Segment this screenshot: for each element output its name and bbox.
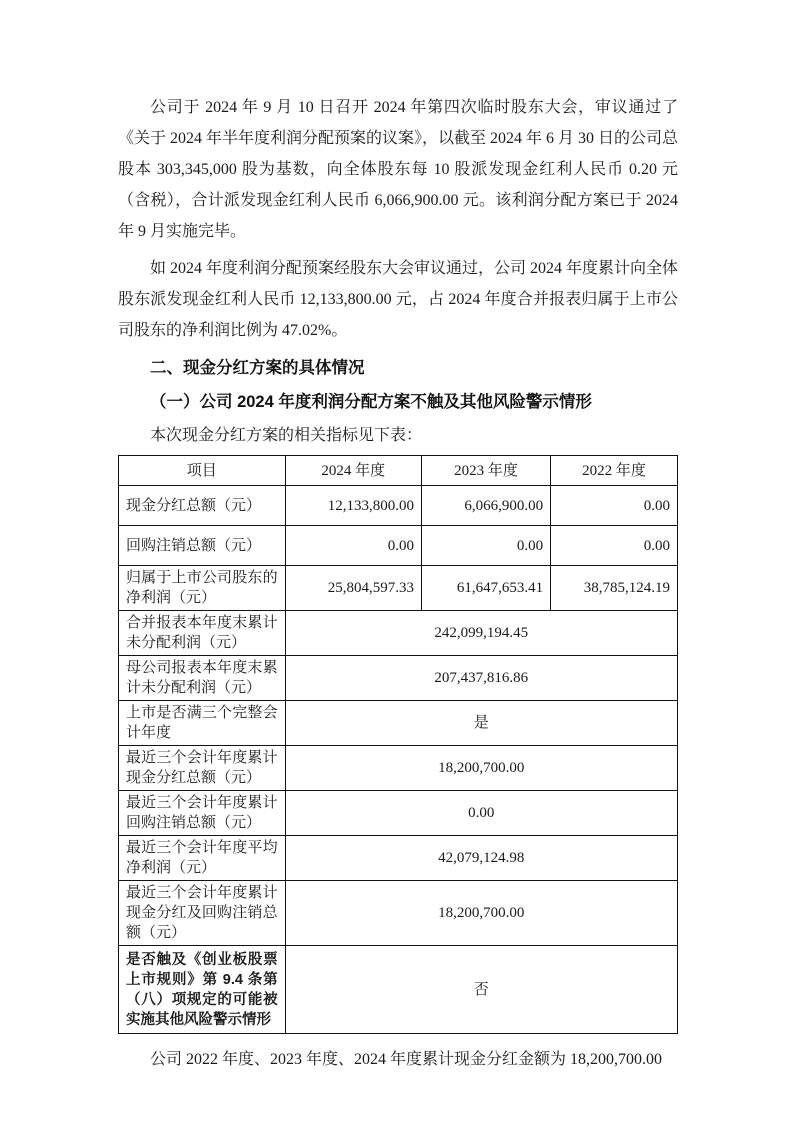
value-2023: 61,647,653.41 <box>421 566 550 611</box>
row-label: 现金分红总额（元） <box>119 486 286 526</box>
value-2024: 25,804,597.33 <box>285 566 421 611</box>
value-2022: 38,785,124.19 <box>551 566 678 611</box>
column-header-2023: 2023 年度 <box>421 456 550 486</box>
value-2022: 0.00 <box>551 526 678 566</box>
span-value: 42,079,124.98 <box>285 836 677 881</box>
table-row-three-year-dividend-and-buyback-total <box>119 881 678 946</box>
value-2024: 0.00 <box>285 526 421 566</box>
subsection-heading-no-risk-warning: （一）公司 2024 年度利润分配方案不触及其他风险警示情形 <box>150 393 592 411</box>
row-label: 归属于上市公司股东的净利润（元） <box>119 566 286 611</box>
dividend-indicators-table <box>118 455 678 1034</box>
column-header-2022: 2022 年度 <box>551 456 678 486</box>
row-label: 上市是否满三个完整会计年度 <box>119 701 286 746</box>
table-row-cash-dividend-total <box>119 486 678 526</box>
column-header-item: 项目 <box>119 456 286 486</box>
value-2024: 12,133,800.00 <box>285 486 421 526</box>
closing-paragraph: 公司 2022 年度、2023 年度、2024 年度累计现金分红金额为 18,200,700.00 <box>150 1051 663 1068</box>
row-label: 是否触及《创业板股票上市规则》第 9.4 条第（八）项规定的可能被实施其他风险警示情形 <box>119 946 286 1034</box>
value-2023: 6,066,900.00 <box>421 486 550 526</box>
row-label: 合并报表本年度末累计未分配利润（元） <box>119 611 286 656</box>
table-row-net-profit-attributable <box>119 566 678 611</box>
table-row-three-year-cash-dividend-total <box>119 746 678 791</box>
span-value: 否 <box>285 946 677 1034</box>
table-lead-text: 本次现金分红方案的相关指标见下表： <box>150 427 423 444</box>
span-value: 242,099,194.45 <box>285 611 677 656</box>
row-label: 最近三个会计年度累计回购注销总额（元） <box>119 791 286 836</box>
table-row-buyback-cancel-total <box>119 526 678 566</box>
table-row-consolidated-undistributed-profit <box>119 611 678 656</box>
span-value: 18,200,700.00 <box>285 881 677 946</box>
paragraph-annual-dividend-plan: 如 2024 年度利润分配预案经股东大会审议通过，公司 2024 年度累计向全体股东派发现金红利人民币 12,133,800.00 元，占 2024 年度合并报表归属于上市公司股东的净利润比例为 47.02%。 <box>118 260 679 339</box>
span-value: 0.00 <box>285 791 677 836</box>
table-row-three-year-buyback-total <box>119 791 678 836</box>
table-row-parent-undistributed-profit <box>119 656 678 701</box>
value-2022: 0.00 <box>551 486 678 526</box>
value-2023: 0.00 <box>421 526 550 566</box>
section-heading-cash-dividend-details: 二、现金分红方案的具体情况 <box>150 359 365 377</box>
span-value: 18,200,700.00 <box>285 746 677 791</box>
row-label: 最近三个会计年度累计现金分红总额（元） <box>119 746 286 791</box>
row-label: 最近三个会计年度累计现金分红及回购注销总额（元） <box>119 881 286 946</box>
table-row-three-year-average-net-profit <box>119 836 678 881</box>
table-row-risk-warning-trigger <box>119 946 678 1034</box>
column-header-2024: 2024 年度 <box>285 456 421 486</box>
row-label: 母公司报表本年度末累计未分配利润（元） <box>119 656 286 701</box>
span-value: 是 <box>285 701 677 746</box>
row-label: 回购注销总额（元） <box>119 526 286 566</box>
paragraph-interim-dividend: 公司于 2024 年 9 月 10 日召开 2024 年第四次临时股东大会，审议通过了《关于 2024 年半年度利润分配预案的议案》，以截至 2024 年 6 月 30 日的公司总股本 303,345,000 股为基数，向全体股东每 10 股派发现金红利人民币 0.20 元（含税），合计派发现金红利人民币 6,066,900.00 元。该利润分配方案已于 2024 年 9 月实施完毕。 <box>118 99 679 240</box>
table-header-row <box>119 456 678 486</box>
row-label: 最近三个会计年度平均净利润（元） <box>119 836 286 881</box>
span-value: 207,437,816.86 <box>285 656 677 701</box>
table-row-listed-three-full-years <box>119 701 678 746</box>
